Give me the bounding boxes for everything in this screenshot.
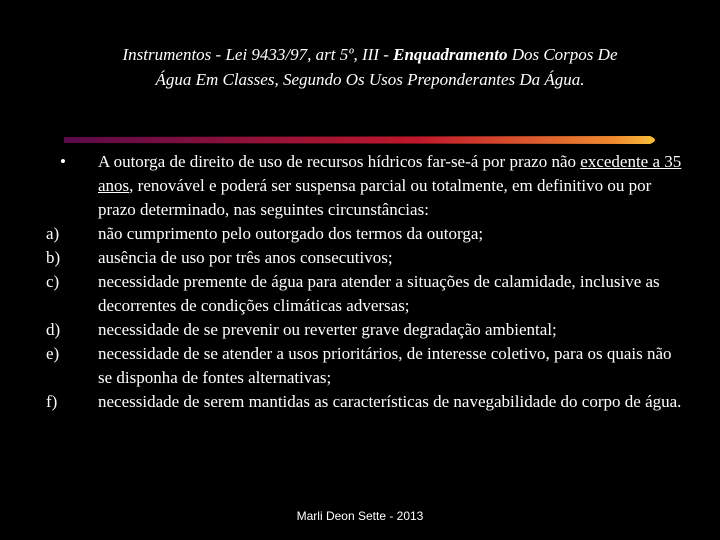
list-marker: c) (46, 272, 60, 291)
list-item-text: necessidade premente de água para atender a situações de calamidade, inclusive as decorrentes de condições climáticas adversas; (98, 272, 660, 315)
title-line-2: Água Em Classes, Segundo Os Usos Preponderantes Da Água. (155, 70, 585, 89)
list-marker: b) (46, 248, 61, 267)
intro-text-start: A outorga de direito de uso de recursos hídricos far-se-á por prazo não (98, 152, 581, 171)
list-item (46, 318, 686, 342)
intro-text (98, 150, 686, 222)
title-emphasis: Enquadramento (393, 45, 508, 64)
list-marker: e) (46, 344, 60, 363)
list-item (46, 246, 686, 270)
list-item-text: não cumprimento pelo outorgado dos termos da outorga; (98, 224, 484, 243)
list-marker: d) (46, 320, 61, 339)
title-divider (64, 133, 660, 147)
list-marker: f) (46, 392, 58, 411)
list-item-text: ausência de uso por três anos consecutivos; (98, 248, 393, 267)
intro-text-end: , renovável e poderá ser suspensa parcial ou totalmente, em definitivo ou por prazo determinado, nas seguintes circunstâncias: (98, 176, 652, 219)
list-marker: a) (46, 224, 60, 243)
bullet-marker: • (60, 152, 66, 171)
slide-body (46, 150, 686, 414)
intro-paragraph (46, 150, 686, 222)
list-item (46, 342, 686, 390)
title-part-1: Instrumentos - Lei 9433/97, art 5º, III - (122, 45, 394, 64)
list-item (46, 222, 686, 246)
list-item-text: necessidade de serem mantidas as características de navegabilidade do corpo de água. (98, 392, 682, 411)
list-item (46, 390, 686, 414)
slide-footer: Marli Deon Sette - 2013 (296, 509, 424, 523)
list-item-text: necessidade de se prevenir ou reverter grave degradação ambiental; (98, 320, 557, 339)
list-item (46, 270, 686, 318)
title-line-1 (40, 42, 700, 67)
list-item-text: necessidade de se atender a usos prioritários, de interesse coletivo, para os quais não se disponha de fontes alternativas; (98, 344, 672, 387)
intro-underlined: excedente a 35 anos (98, 152, 682, 195)
title-part-2: Dos Corpos De (507, 45, 618, 64)
slide-title (40, 42, 700, 92)
